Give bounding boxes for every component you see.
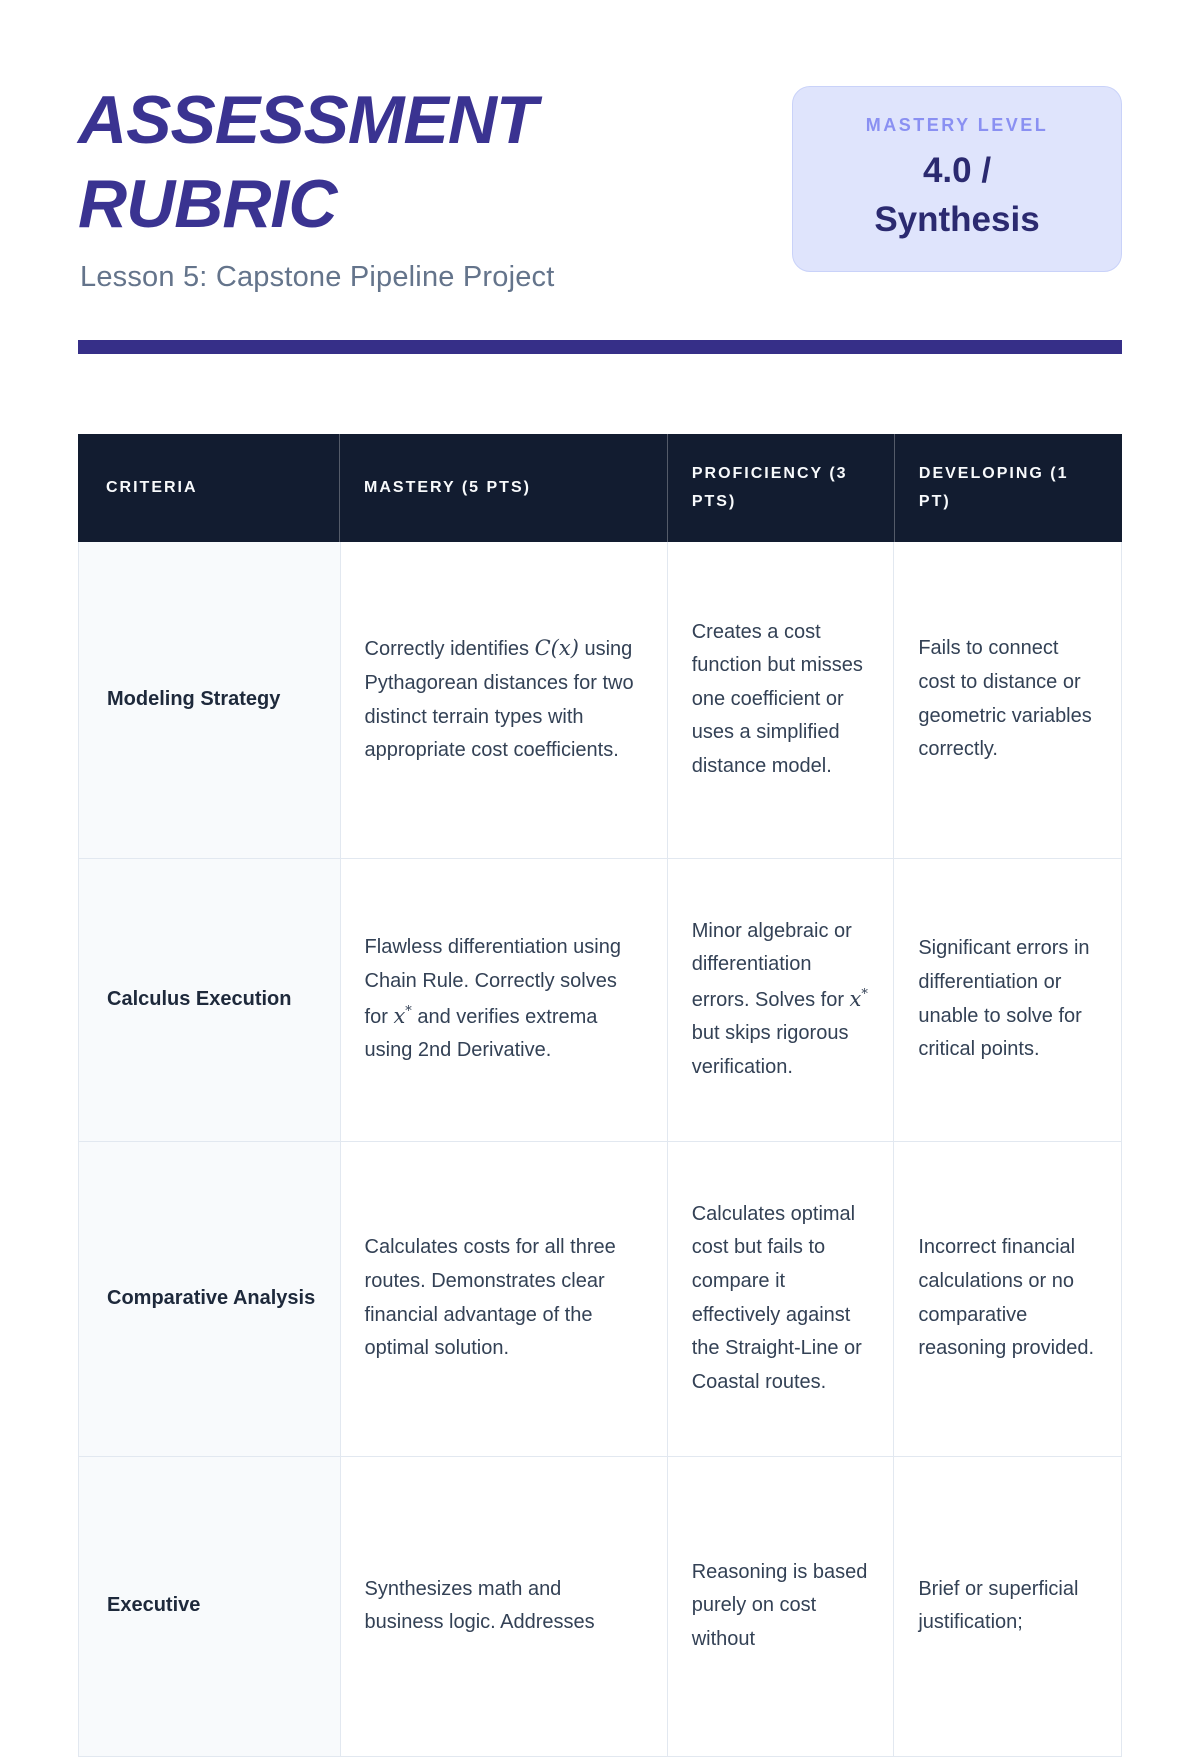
cell-text: Reasoning is based purely on cost without — [691, 1560, 868, 1650]
mastery-cell — [341, 1457, 668, 1756]
page-title: ASSESSMENT RUBRIC — [78, 82, 537, 243]
cell-text: Minor algebraic or differentiation errors. Solves for x* but skips rigorous verification. — [691, 919, 868, 1079]
column-header-criteria: CRITERIA — [78, 434, 340, 542]
cell-text: Calculates optimal cost but fails to compare it effectively against the Straight-Line or Coastal routes. — [691, 1202, 862, 1393]
cell-text: Synthesizes math and business logic. Addresses — [364, 1577, 595, 1634]
column-header-mastery: MASTERY (5 PTS) — [340, 434, 668, 542]
cell-text: Fails to connect cost to distance or geometric variables correctly. — [918, 637, 1092, 761]
criteria-cell: Calculus Execution — [79, 859, 341, 1141]
badge-label: MASTERY LEVEL — [865, 114, 1049, 135]
table-row — [79, 1142, 1121, 1457]
table-row — [79, 1457, 1121, 1757]
section-divider — [78, 340, 1122, 354]
page-subtitle: Lesson 5: Capstone Pipeline Project — [80, 260, 555, 293]
title-block — [78, 78, 758, 294]
proficiency-cell — [668, 542, 895, 858]
cell-text: Incorrect financial calculations or no comparative reasoning provided. — [918, 1236, 1095, 1360]
cell-text: Calculates costs for all three routes. Demonstrates clear financial advantage of the optimal solution. — [364, 1236, 616, 1360]
math-expression: C(x) — [534, 636, 579, 661]
page-header — [78, 0, 1122, 294]
mastery-cell — [341, 1142, 668, 1456]
developing-cell — [894, 542, 1121, 858]
proficiency-cell — [668, 859, 895, 1141]
badge-value: 4.0 / Synthesis — [874, 150, 1040, 239]
cell-text: Correctly identifies C(x) using Pythagorean distances for two distinct terrain types with appropriate cost coefficients. — [364, 636, 634, 762]
rubric-table — [78, 434, 1122, 1757]
math-expression: x* — [849, 986, 868, 1011]
proficiency-cell — [668, 1142, 895, 1456]
mastery-level-badge — [792, 86, 1122, 272]
cell-text: Brief or superficial justification; — [918, 1577, 1079, 1634]
proficiency-cell — [668, 1457, 895, 1756]
criteria-cell: Comparative Analysis — [79, 1142, 341, 1456]
cell-text: Flawless differentiation using Chain Rule. Correctly solves for x* and verifies extrema using 2nd Derivative. — [364, 936, 621, 1062]
cell-text: Creates a cost function but misses one coefficient or uses a simplified distance model. — [691, 620, 863, 778]
developing-cell — [894, 859, 1121, 1141]
table-body — [78, 542, 1122, 1757]
developing-cell — [894, 1142, 1121, 1456]
mastery-cell — [341, 542, 668, 858]
developing-cell — [894, 1457, 1121, 1756]
table-row — [79, 859, 1121, 1142]
table-header-row — [78, 434, 1122, 542]
column-header-proficiency: PROFICIENCY (3 PTS) — [668, 434, 895, 542]
criteria-cell: Modeling Strategy — [79, 542, 341, 858]
criteria-cell: Executive — [79, 1457, 341, 1756]
math-expression: x* — [393, 1003, 412, 1028]
cell-text: Significant errors in differentiation or unable to solve for critical points. — [918, 937, 1090, 1061]
table-row — [79, 542, 1121, 859]
column-header-developing: DEVELOPING (1 PT) — [918, 465, 1069, 510]
mastery-cell — [341, 859, 668, 1141]
